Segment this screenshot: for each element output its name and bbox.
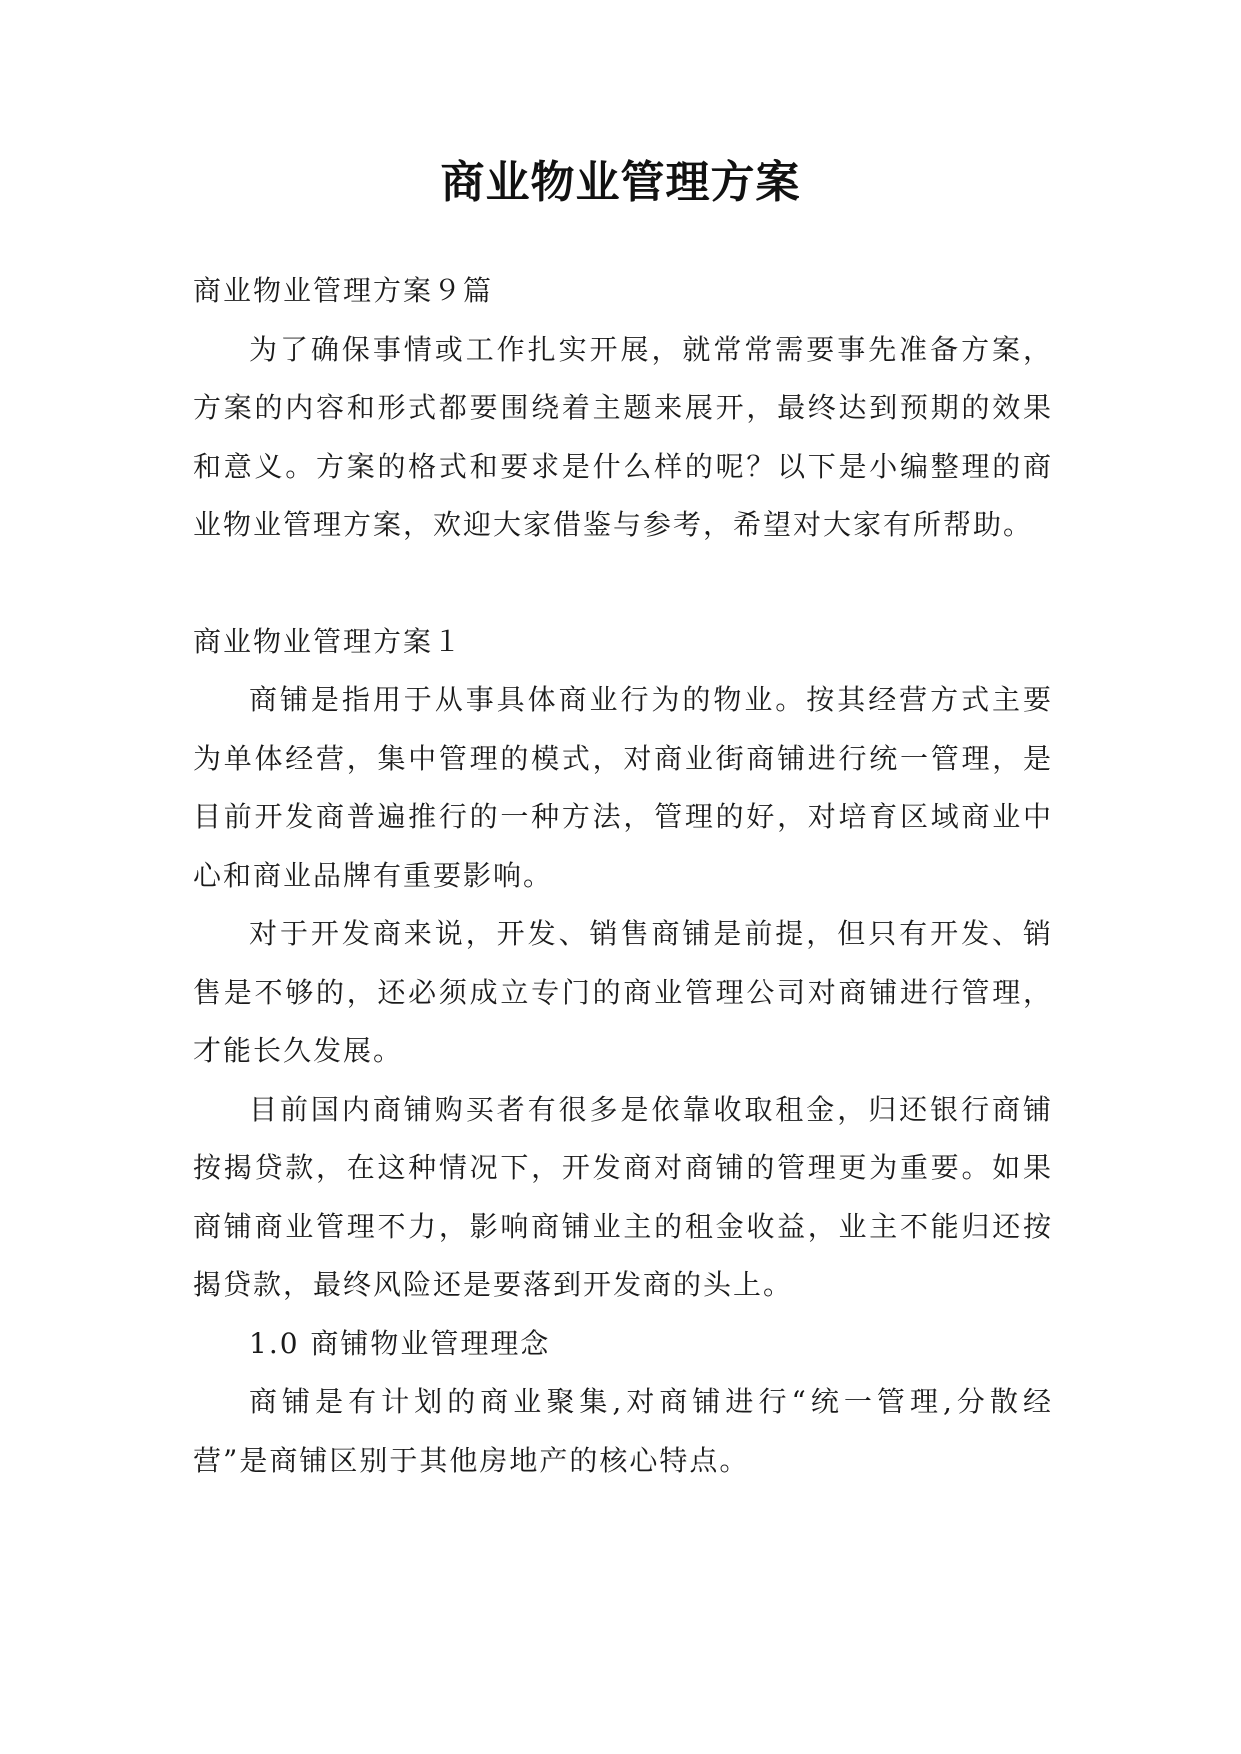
section-heading: 商业物业管理方案１ [193,624,464,658]
paragraph: 商铺是有计划的商业聚集,对商铺进行“统一管理,分散经营”是商铺区别于其他房地产的核心特点。 [193,1385,1053,1477]
intro-paragraph: 为了确保事情或工作扎实开展，就常常需要事先准备方案，方案的内容和形式都要围绕着主题来展开，最终达到预期的效果和意义。方案的格式和要求是什么样的呢？以下是小编整理的商业物业管理方案，欢迎大家借鉴与参考，希望对大家有所帮助。 [193,332,1053,541]
section-spacer [193,555,1053,613]
document-title: 商业物业管理方案 [440,157,801,208]
paragraph: 商铺是指用于从事具体商业行为的物业。按其经营方式主要为单体经营，集中管理的模式，对商业街商铺进行统一管理，是目前开发商普遍推行的一种方法，管理的好，对培育区域商业中心和商业品牌有重要影响。 [193,683,1053,892]
subsection-heading: 1.0 商铺物业管理理念 [249,1326,551,1360]
paragraph: 目前国内商铺购买者有很多是依靠收取租金，归还银行商铺按揭贷款，在这种情况下，开发商对商铺的管理更为重要。如果商铺商业管理不力，影响商铺业主的租金收益，业主不能归还按揭贷款，最终风险还是要落到开发商的头上。 [193,1092,1053,1301]
paragraph: 对于开发商来说，开发、销售商铺是前提，但只有开发、销售是不够的，还必须成立专门的商业管理公司对商铺进行管理，才能长久发展。 [193,917,1053,1067]
document-body [193,262,1053,1490]
subtitle: 商业物业管理方案９篇 [193,274,494,307]
